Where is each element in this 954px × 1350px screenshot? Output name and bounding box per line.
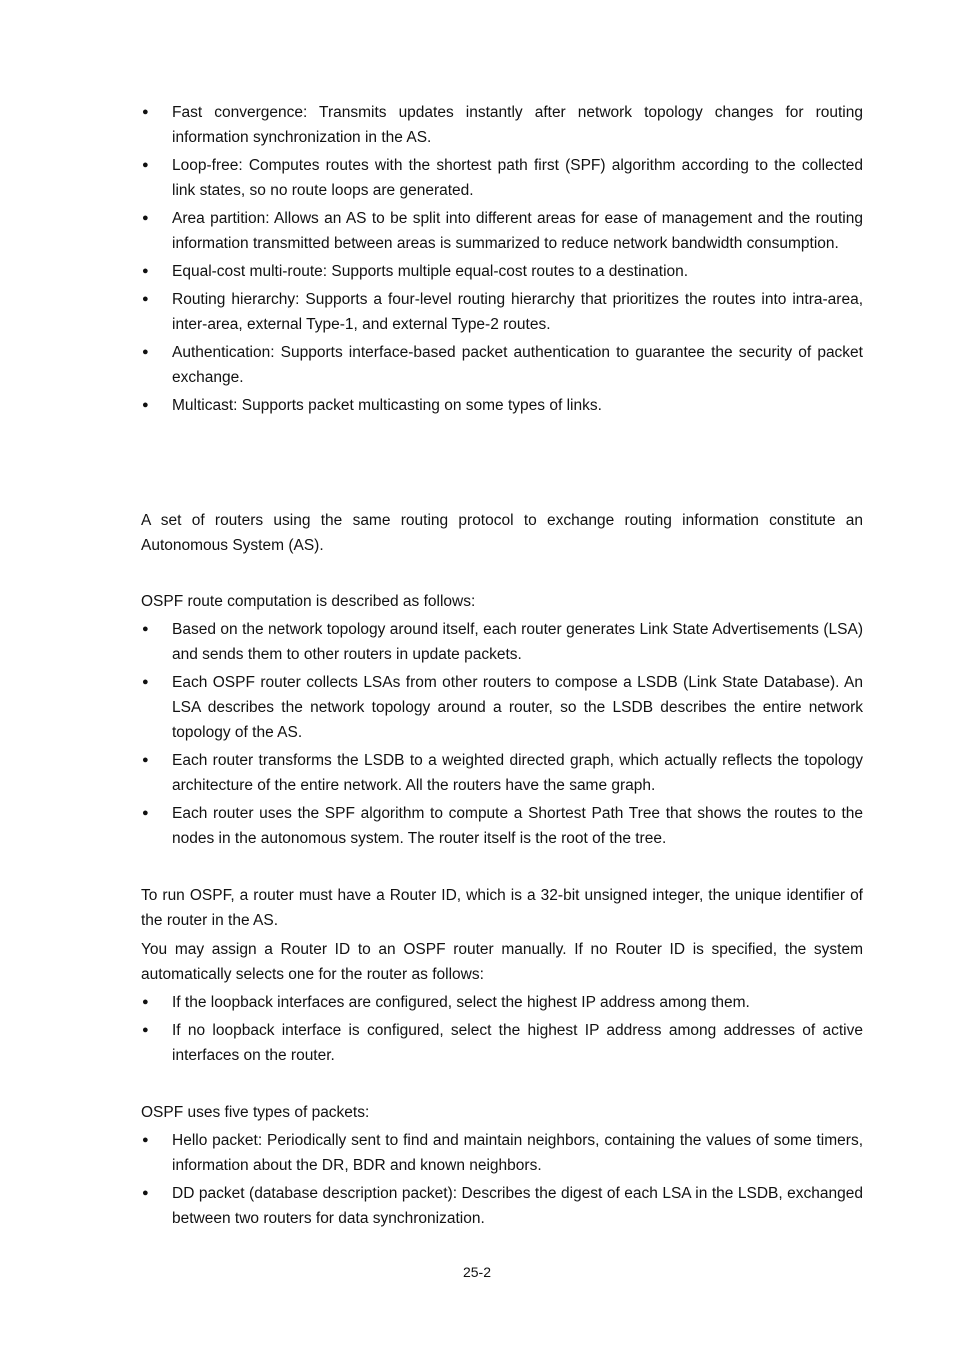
bullet-icon: ● (142, 346, 149, 358)
list-item: ● Each OSPF router collects LSAs from other routers to compose a LSDB (Link State Database). An LSA describes the network topology around a router, so the LSDB describes the entire network topology of the AS. (141, 670, 863, 745)
bullet-icon: ● (142, 754, 149, 766)
bullet-icon: ● (142, 399, 149, 411)
list-item: ● Hello packet: Periodically sent to find and maintain neighbors, containing the values of some timers, information about the DR, BDR and known neighbors. (141, 1128, 863, 1178)
list-item: ● Equal-cost multi-route: Supports multiple equal-cost routes to a destination. (141, 259, 863, 284)
packets-list (141, 1128, 863, 1234)
bullet-icon: ● (142, 293, 149, 305)
features-list (141, 100, 863, 421)
bullet-icon: ● (142, 1187, 149, 1199)
list-item: ● Based on the network topology around itself, each router generates Link State Advertisements (LSA) and sends them to other routers in update packets. (141, 617, 863, 667)
router-id-assign-paragraph: You may assign a Router ID to an OSPF router manually. If no Router ID is specified, the system automatically selects one for the router as follows: (141, 941, 863, 983)
bullet-icon: ● (142, 807, 149, 819)
bullet-icon: ● (142, 159, 149, 171)
list-item: ● Area partition: Allows an AS to be split into different areas for ease of management and the routing information transmitted between areas is summarized to reduce network bandwidth consumption. (141, 206, 863, 256)
bullet-icon: ● (142, 265, 149, 277)
computation-list (141, 617, 863, 854)
packets-intro: OSPF uses five types of packets: (141, 1104, 370, 1121)
list-item: ● Multicast: Supports packet multicasting on some types of links. (141, 393, 863, 418)
bullet-icon: ● (142, 1134, 149, 1146)
bullet-icon: ● (142, 1024, 149, 1036)
list-item: ● Fast convergence: Transmits updates instantly after network topology changes for routing information synchronization in the AS. (141, 100, 863, 150)
bullet-icon: ● (142, 212, 149, 224)
list-item: ● Each router uses the SPF algorithm to compute a Shortest Path Tree that shows the routes to the nodes in the autonomous system. The router itself is the root of the tree. (141, 801, 863, 851)
bullet-icon: ● (142, 996, 149, 1008)
page-number: 25-2 (462, 1264, 492, 1280)
computation-intro: OSPF route computation is described as follows: (141, 593, 476, 610)
list-item: ● Each router transforms the LSDB to a weighted directed graph, which actually reflects the topology architecture of the entire network. All the routers have the same graph. (141, 748, 863, 798)
router-id-paragraph: To run OSPF, a router must have a Router ID, which is a 32-bit unsigned integer, the unique identifier of the router in the AS. (141, 887, 863, 929)
list-item: ● If the loopback interfaces are configured, select the highest IP address among them. (141, 990, 863, 1015)
list-item: ● Routing hierarchy: Supports a four-level routing hierarchy that prioritizes the routes into intra-area, inter-area, external Type-1, and external Type-2 routes. (141, 287, 863, 337)
list-item: ● If no loopback interface is configured, select the highest IP address among addresses of active interfaces on the router. (141, 1018, 863, 1068)
router-id-list (141, 990, 863, 1071)
list-item: ● Authentication: Supports interface-based packet authentication to guarantee the security of packet exchange. (141, 340, 863, 390)
bullet-icon: ● (142, 676, 149, 688)
list-item: ● Loop-free: Computes routes with the shortest path first (SPF) algorithm according to the collected link states, so no route loops are generated. (141, 153, 863, 203)
list-item: ● DD packet (database description packet): Describes the digest of each LSA in the LSDB, exchanged between two routers for data synchronization. (141, 1181, 863, 1231)
bullet-icon: ● (142, 623, 149, 635)
bullet-icon: ● (142, 106, 149, 118)
as-paragraph: A set of routers using the same routing protocol to exchange routing information constitute an Autonomous System (AS). (141, 512, 863, 554)
